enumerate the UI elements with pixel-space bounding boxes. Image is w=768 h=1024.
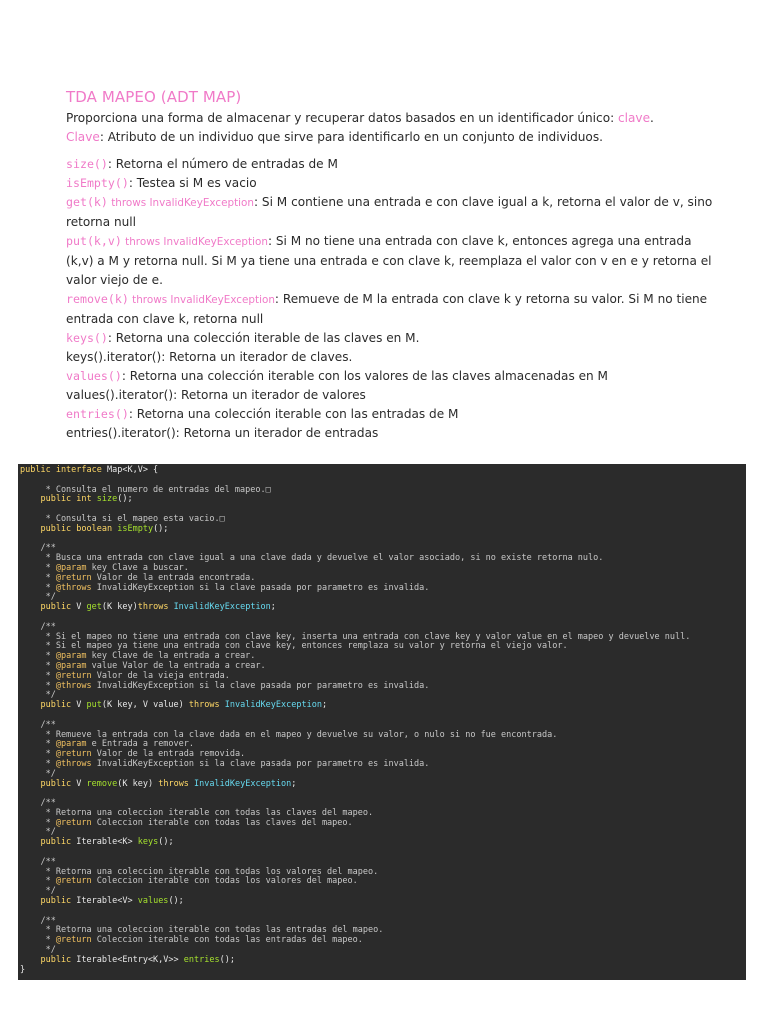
code-token: public bbox=[20, 837, 77, 848]
method-item bbox=[66, 386, 716, 405]
code-token: @return bbox=[55, 935, 92, 946]
code-token: * bbox=[20, 817, 56, 828]
method-throws: throws InvalidKeyException bbox=[107, 197, 254, 209]
code-token: (); bbox=[168, 896, 184, 907]
code-token: InvalidKeyException si la clave pasada por parametro es invalida. bbox=[91, 582, 430, 593]
method-description: keys().iterator(): Retorna un iterador de claves. bbox=[66, 350, 353, 364]
code-token: (K key, V value) bbox=[101, 700, 189, 711]
code-token: * bbox=[20, 670, 56, 681]
code-token: InvalidKeyException si la clave pasada por parametro es invalida. bbox=[91, 680, 430, 691]
code-token: * Busca una entrada con clave igual a una clave dada y devuelve el valor asociado, si no existe retorna nulo. bbox=[20, 553, 604, 564]
code-line bbox=[20, 711, 744, 721]
code-line bbox=[20, 956, 744, 966]
code-token: * bbox=[20, 758, 56, 769]
code-token: * bbox=[20, 582, 56, 593]
code-line bbox=[20, 584, 744, 594]
code-token: @return bbox=[55, 876, 92, 887]
method-item bbox=[66, 424, 716, 443]
code-token: * bbox=[20, 935, 56, 946]
code-token: size bbox=[96, 494, 118, 505]
method-item bbox=[66, 155, 716, 174]
code-token: (); bbox=[153, 523, 169, 534]
method-description: : Remueve de M la entrada con clave k y retorna su valor. Si M no tiene entrada con clave k, retorna null bbox=[66, 292, 708, 326]
code-token: @throws bbox=[55, 758, 92, 769]
method-description: : Retorna el número de entradas de M bbox=[107, 157, 338, 171]
method-signature: remove(k) bbox=[66, 292, 129, 306]
code-token: keys bbox=[137, 837, 159, 848]
code-token: * Retorna una coleccion iterable con todas las entradas del mapeo. bbox=[20, 925, 384, 936]
code-token: throws bbox=[137, 602, 174, 613]
code-token: /** bbox=[20, 856, 56, 867]
method-description: : Si M no tiene una entrada con clave k, entonces agrega una entrada (k,v) a M y retorna null. Si M ya tiene una entrada e con clave k, reemplaza el valor con v en e y retorna el valor viejo de e. bbox=[66, 234, 712, 287]
code-token: InvalidKeyException bbox=[173, 602, 271, 613]
code-line bbox=[20, 682, 744, 692]
code-token: Coleccion iterable con todas los valores del mapeo. bbox=[91, 876, 358, 887]
code-token: public int bbox=[20, 494, 97, 505]
code-token: @return bbox=[55, 749, 92, 760]
code-token: public interface bbox=[20, 465, 107, 475]
code-token: * bbox=[20, 562, 56, 573]
code-token: * bbox=[20, 739, 56, 750]
code-token: /** bbox=[20, 798, 56, 809]
code-token: ; bbox=[321, 700, 328, 711]
code-token: get bbox=[86, 602, 102, 613]
code-line bbox=[20, 525, 744, 535]
code-line bbox=[20, 701, 744, 711]
page-title: TDA MAPEO (ADT MAP) bbox=[66, 88, 242, 106]
code-token: V bbox=[76, 700, 87, 711]
code-line bbox=[20, 838, 744, 848]
method-description: : Testea si M es vacio bbox=[128, 176, 257, 190]
code-token: } bbox=[20, 964, 26, 975]
code-token: Coleccion iterable con todas las entradas del mapeo. bbox=[91, 935, 363, 946]
method-throws: throws InvalidKeyException bbox=[128, 294, 275, 306]
method-description: : Retorna una colección iterable de las claves en M. bbox=[107, 331, 420, 345]
intro-line-2 bbox=[66, 128, 716, 147]
intro-period: . bbox=[650, 111, 654, 125]
code-line bbox=[20, 535, 744, 545]
code-token: V bbox=[76, 778, 87, 789]
code-line bbox=[20, 789, 744, 799]
code-token: entries bbox=[183, 954, 220, 965]
code-token: * Si el mapeo ya tiene una entrada con clave key, entonces remplaza su valor y retorna el viejo valor. bbox=[20, 641, 568, 652]
code-token: InvalidKeyException bbox=[194, 778, 292, 789]
code-token: public bbox=[20, 700, 77, 711]
code-token: Valor de la entrada removida. bbox=[91, 749, 246, 760]
code-token: remove bbox=[86, 778, 118, 789]
code-token: @return bbox=[55, 572, 92, 583]
code-token: throws bbox=[158, 778, 195, 789]
code-token: key Clave a buscar. bbox=[86, 562, 189, 573]
code-token: public bbox=[20, 896, 77, 907]
code-token: @param bbox=[55, 651, 87, 662]
code-token: @param bbox=[55, 739, 87, 750]
code-token: e Entrada a remover. bbox=[86, 739, 195, 750]
code-token: InvalidKeyException bbox=[224, 700, 322, 711]
method-throws: throws InvalidKeyException bbox=[121, 236, 268, 248]
method-signature: values() bbox=[66, 369, 122, 383]
code-token: throws bbox=[188, 700, 225, 711]
code-token: Map<K,V> { bbox=[107, 465, 159, 475]
method-item bbox=[66, 232, 716, 290]
code-block bbox=[18, 464, 746, 980]
code-token: value Valor de la entrada a crear. bbox=[86, 660, 266, 671]
method-list bbox=[66, 155, 716, 443]
method-description: : Si M contiene una entrada e con clave igual a k, retorna el valor de v, sino retorna null bbox=[66, 195, 713, 229]
method-item bbox=[66, 348, 716, 367]
code-line bbox=[20, 848, 744, 858]
clave-definition-text: : Atributo de un individuo que sirve para identificarlo en un conjunto de individuos. bbox=[99, 130, 603, 144]
code-token: InvalidKeyException si la clave pasada por parametro es invalida. bbox=[91, 758, 430, 769]
method-description: entries().iterator(): Retorna un iterador de entradas bbox=[66, 426, 379, 440]
method-signature: size() bbox=[66, 157, 108, 171]
code-token: @return bbox=[55, 817, 92, 828]
method-item bbox=[66, 405, 716, 424]
code-line bbox=[20, 613, 744, 623]
method-signature: isEmpty() bbox=[66, 176, 129, 190]
code-line bbox=[20, 780, 744, 790]
code-token: Valor de la vieja entrada. bbox=[91, 670, 230, 681]
code-token: @param bbox=[55, 562, 87, 573]
code-token: @throws bbox=[55, 680, 92, 691]
code-token: * Retorna una coleccion iterable con todas los valores del mapeo. bbox=[20, 866, 379, 877]
code-token: * Consulta si el mapeo esta vacio.□ bbox=[20, 513, 225, 524]
code-token: Iterable<K> bbox=[76, 837, 138, 848]
code-token: * Si el mapeo no tiene una entrada con clave key, inserta una entrada con clave key y valor value en el mapeo y devuelve null. bbox=[20, 631, 691, 642]
code-token: /** bbox=[20, 915, 56, 926]
code-token: */ bbox=[20, 768, 56, 779]
method-description: : Retorna una colección iterable con los valores de las claves almacenadas en M bbox=[121, 369, 608, 383]
code-token: ; bbox=[291, 778, 297, 789]
code-token: * bbox=[20, 651, 56, 662]
method-item bbox=[66, 193, 716, 232]
code-line bbox=[20, 897, 744, 907]
code-token: * bbox=[20, 876, 56, 887]
code-token: V bbox=[76, 602, 87, 613]
code-token: public boolean bbox=[20, 523, 118, 534]
code-line bbox=[20, 603, 744, 613]
method-description: : Retorna una colección iterable con las entradas de M bbox=[128, 407, 459, 421]
code-token: Coleccion iterable con todas las claves del mapeo. bbox=[91, 817, 353, 828]
method-description: values().iterator(): Retorna un iterador de valores bbox=[66, 388, 366, 402]
method-item bbox=[66, 174, 716, 193]
code-token: */ bbox=[20, 690, 56, 701]
code-token: Iterable<Entry<K,V>> bbox=[76, 954, 184, 965]
method-item bbox=[66, 367, 716, 386]
code-line bbox=[20, 936, 744, 946]
code-token: (); bbox=[219, 954, 235, 965]
code-line bbox=[20, 877, 744, 887]
code-token: (); bbox=[117, 494, 133, 505]
code-token: @param bbox=[55, 660, 87, 671]
code-token: (); bbox=[158, 837, 174, 848]
code-token: @throws bbox=[55, 582, 92, 593]
code-line bbox=[20, 495, 744, 505]
code-token: @return bbox=[55, 670, 92, 681]
code-token: */ bbox=[20, 945, 56, 956]
method-signature: keys() bbox=[66, 331, 108, 345]
code-token: public bbox=[20, 954, 77, 965]
code-token: * Consulta el numero de entradas del mapeo.□ bbox=[20, 484, 271, 495]
code-token: Valor de la entrada encontrada. bbox=[91, 572, 256, 583]
code-line bbox=[20, 819, 744, 829]
code-token: values bbox=[137, 896, 169, 907]
method-signature: put(k,v) bbox=[66, 234, 122, 248]
code-token: * bbox=[20, 680, 56, 691]
code-token: /** bbox=[20, 621, 56, 632]
code-token: Iterable<V> bbox=[76, 896, 138, 907]
code-token: (K key) bbox=[117, 778, 159, 789]
method-signature: get(k) bbox=[66, 195, 108, 209]
clave-term: clave bbox=[618, 111, 651, 125]
code-token: */ bbox=[20, 886, 56, 897]
code-token: */ bbox=[20, 827, 56, 838]
code-token: key Clave de la entrada a crear. bbox=[86, 651, 256, 662]
code-token: ; bbox=[270, 602, 276, 613]
method-item bbox=[66, 329, 716, 348]
method-item bbox=[66, 290, 716, 329]
code-line bbox=[20, 907, 744, 917]
code-token: /** bbox=[20, 719, 56, 730]
code-token: put bbox=[86, 700, 102, 711]
code-token: public bbox=[20, 778, 77, 789]
document-body bbox=[66, 88, 716, 443]
code-token: isEmpty bbox=[117, 523, 154, 534]
code-line bbox=[20, 466, 744, 476]
code-token: * bbox=[20, 660, 56, 671]
code-token: public bbox=[20, 602, 77, 613]
code-token: */ bbox=[20, 592, 56, 603]
intro-line-1 bbox=[66, 109, 716, 128]
code-token: * Remueve la entrada con la clave dada en el mapeo y devuelve su valor, o nulo si no fue encontrada. bbox=[20, 729, 558, 740]
code-token: * Retorna una coleccion iterable con todas las claves del mapeo. bbox=[20, 807, 374, 818]
code-token: (K key) bbox=[101, 602, 138, 613]
code-token: * bbox=[20, 749, 56, 760]
code-line bbox=[20, 760, 744, 770]
method-signature: entries() bbox=[66, 407, 129, 421]
code-token: * bbox=[20, 572, 56, 583]
intro-text: Proporciona una forma de almacenar y recuperar datos basados en un identificador único: bbox=[66, 111, 619, 125]
code-line bbox=[20, 966, 744, 976]
clave-definition-term: Clave bbox=[66, 130, 100, 144]
code-token: /** bbox=[20, 543, 56, 554]
